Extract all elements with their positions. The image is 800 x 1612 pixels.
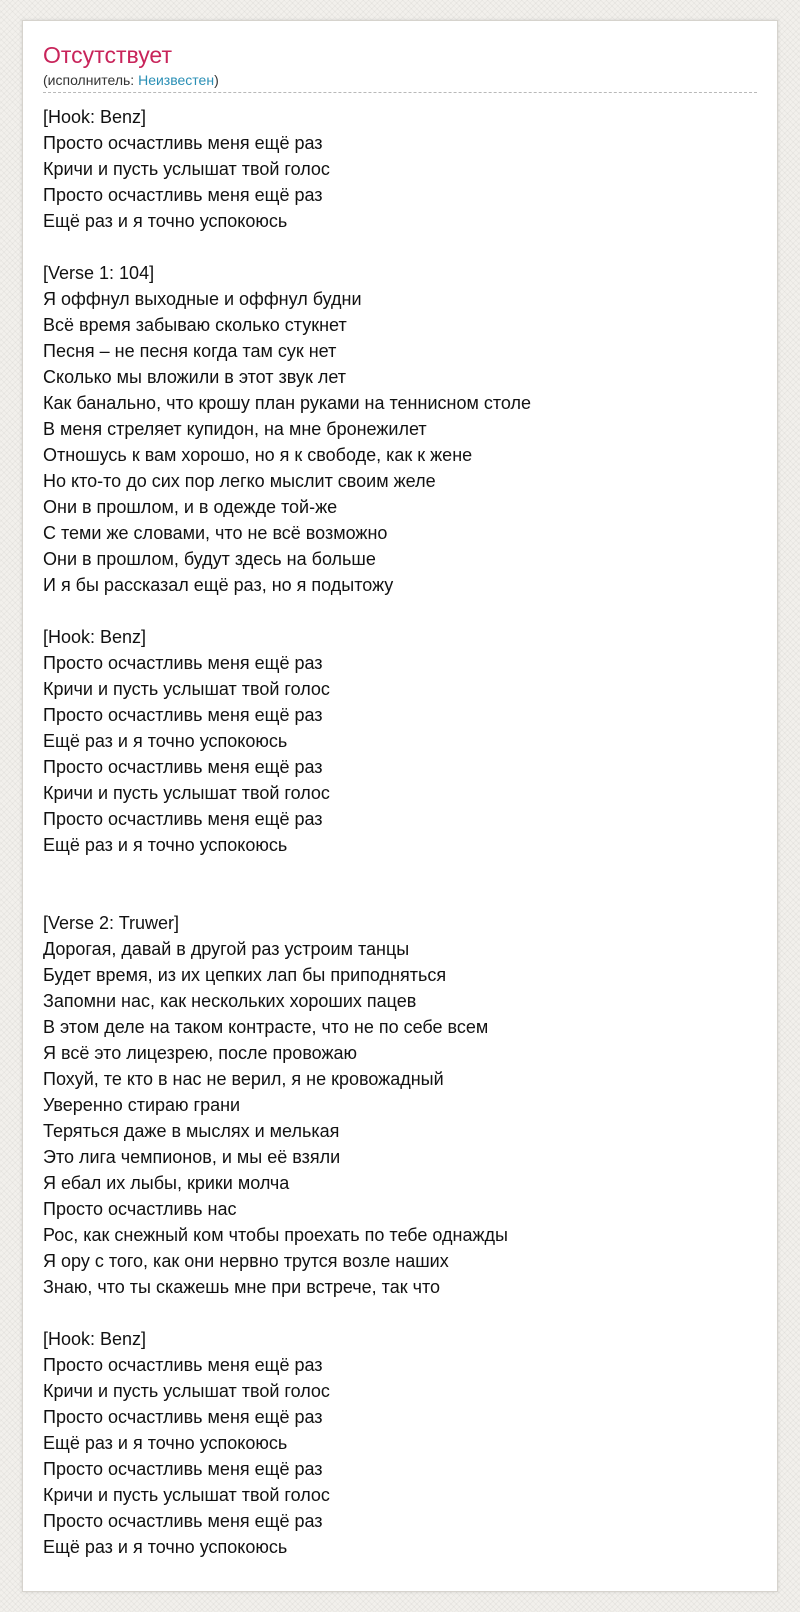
lyrics-line: Просто осчастливь меня ещё раз: [43, 185, 323, 205]
lyrics-line: Просто осчастливь меня ещё раз: [43, 1407, 323, 1427]
lyrics-text: [43, 104, 757, 1560]
lyrics-line: В меня стреляет купидон, на мне бронежилет: [43, 419, 427, 439]
lyrics-line: Просто осчастливь меня ещё раз: [43, 1511, 323, 1531]
lyrics-line: Просто осчастливь меня ещё раз: [43, 1459, 323, 1479]
lyrics-line: Просто осчастливь нас: [43, 1199, 237, 1219]
lyrics-line: Кричи и пусть услышат твой голос: [43, 1485, 330, 1505]
lyrics-line: В этом деле на таком контрасте, что не по себе всем: [43, 1017, 489, 1037]
lyrics-line: Всё время забываю сколько стукнет: [43, 315, 347, 335]
lyrics-line: Отношусь к вам хорошо, но я к свободе, как к жене: [43, 445, 473, 465]
artist-line: [43, 71, 757, 89]
lyrics-card: [22, 20, 778, 1592]
lyrics-line: [Hook: Benz]: [43, 107, 147, 127]
lyrics-line: [Verse 2: Truwer]: [43, 913, 180, 933]
song-title: Отсутствует: [43, 42, 172, 68]
lyrics-line: Кричи и пусть услышат твой голос: [43, 679, 330, 699]
lyrics-line: Я всё это лицезрею, после провожаю: [43, 1043, 358, 1063]
artist-suffix: ): [214, 72, 219, 88]
lyrics-line: Кричи и пусть услышат твой голос: [43, 783, 330, 803]
lyrics-line: Просто осчастливь меня ещё раз: [43, 1355, 323, 1375]
lyrics-line: Просто осчастливь меня ещё раз: [43, 705, 323, 725]
lyrics-line: Как банально, что крошу план руками на теннисном столе: [43, 393, 531, 413]
lyrics-line: Ещё раз и я точно успокоюсь: [43, 835, 288, 855]
lyrics-line: Знаю, что ты скажешь мне при встрече, так что: [43, 1277, 441, 1297]
lyrics-line: Песня – не песня когда там сук нет: [43, 341, 337, 361]
lyrics-line: Рос, как снежный ком чтобы проехать по тебе однажды: [43, 1225, 508, 1245]
artist-link[interactable]: Неизвестен: [138, 72, 215, 88]
lyrics-line: Я оффнул выходные и оффнул будни: [43, 289, 362, 309]
lyrics-blank-line: [43, 858, 757, 884]
lyrics-line: И я бы рассказал ещё раз, но я подытожу: [43, 575, 394, 595]
lyrics-line: Я ебал их лыбы, крики молча: [43, 1173, 290, 1193]
lyrics-line: Просто осчастливь меня ещё раз: [43, 757, 323, 777]
title-divider: [43, 92, 757, 93]
lyrics-line: Запомни нас, как нескольких хороших пацев: [43, 991, 417, 1011]
lyrics-blank-line: [43, 234, 757, 260]
lyrics-line: Я ору с того, как они нервно трутся возле наших: [43, 1251, 449, 1271]
lyrics-line: Ещё раз и я точно успокоюсь: [43, 1537, 288, 1557]
lyrics-line: Похуй, те кто в нас не верил, я не кровожадный: [43, 1069, 444, 1089]
lyrics-line: [Hook: Benz]: [43, 627, 147, 647]
lyrics-line: Просто осчастливь меня ещё раз: [43, 809, 323, 829]
lyrics-line: Уверенно стираю грани: [43, 1095, 241, 1115]
lyrics-line: [Verse 1: 104]: [43, 263, 155, 283]
lyrics-line: Просто осчастливь меня ещё раз: [43, 653, 323, 673]
lyrics-blank-line: [43, 598, 757, 624]
lyrics-line: Ещё раз и я точно успокоюсь: [43, 1433, 288, 1453]
lyrics-line: Кричи и пусть услышат твой голос: [43, 1381, 330, 1401]
lyrics-line: Сколько мы вложили в этот звук лет: [43, 367, 347, 387]
lyrics-line: Ещё раз и я точно успокоюсь: [43, 731, 288, 751]
lyrics-blank-line: [43, 1300, 757, 1326]
lyrics-line: Просто осчастливь меня ещё раз: [43, 133, 323, 153]
lyrics-line: Теряться даже в мыслях и мелькая: [43, 1121, 340, 1141]
lyrics-line: Ещё раз и я точно успокоюсь: [43, 211, 288, 231]
lyrics-line: Дорогая, давай в другой раз устроим танцы: [43, 939, 410, 959]
lyrics-line: С теми же словами, что не всё возможно: [43, 523, 388, 543]
lyrics-blank-line: [43, 884, 757, 910]
lyrics-line: Будет время, из их цепких лап бы приподняться: [43, 965, 447, 985]
lyrics-line: Они в прошлом, и в одежде той-же: [43, 497, 338, 517]
lyrics-line: Кричи и пусть услышат твой голос: [43, 159, 330, 179]
lyrics-line: Это лига чемпионов, и мы её взяли: [43, 1147, 341, 1167]
artist-prefix: (исполнитель:: [43, 72, 139, 88]
lyrics-line: Но кто-то до сих пор легко мыслит своим желе: [43, 471, 436, 491]
lyrics-line: [Hook: Benz]: [43, 1329, 147, 1349]
lyrics-line: Они в прошлом, будут здесь на больше: [43, 549, 376, 569]
